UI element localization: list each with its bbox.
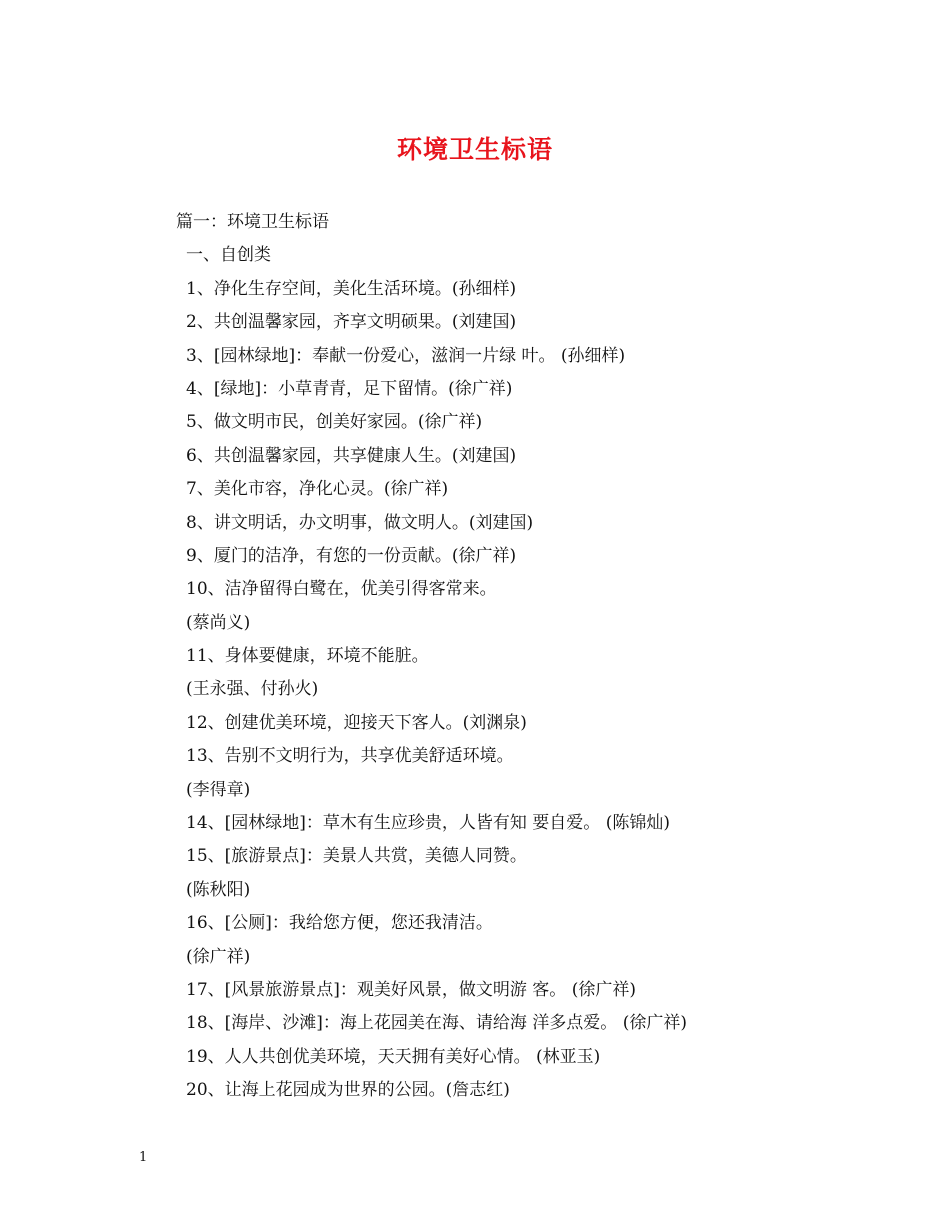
- slogan-line: 13、告别不文明行为，共享优美舒适环境。: [186, 746, 514, 767]
- slogan-line: 20、让海上花园成为世界的公园。(詹志红): [186, 1080, 510, 1101]
- document-body: [176, 206, 876, 1108]
- section-heading: 篇一：环境卫生标语: [176, 212, 329, 232]
- slogan-line: (徐广祥): [186, 946, 251, 967]
- slogan-line: 10、洁净留得白鹭在，优美引得客常来。: [186, 579, 497, 600]
- slogan-line: 7、美化市容，净化心灵。(徐广祥): [186, 479, 449, 500]
- slogan-line: 15、[旅游景点]：美景人共赏，美德人同赞。: [186, 846, 527, 867]
- slogan-line: (陈秋阳): [186, 879, 251, 900]
- slogan-line: 12、创建优美环境，迎接天下客人。(刘渊泉): [186, 712, 527, 733]
- page-number: 1: [139, 1150, 148, 1165]
- slogan-line: (李得章): [186, 779, 251, 800]
- slogan-line: 4、[绿地]：小草青青，足下留情。(徐广祥): [186, 378, 513, 399]
- document-title: 环境卫生标语: [396, 135, 553, 164]
- slogan-line: (王永强、付孙火): [186, 679, 319, 700]
- slogan-line: 19、人人共创优美环境，天天拥有美好心情。 (林亚玉): [186, 1046, 601, 1067]
- slogan-line: 1、净化生存空间，美化生活环境。(孙细样): [186, 278, 517, 299]
- slogan-line: 5、做文明市民，创美好家园。(徐广祥): [186, 412, 483, 433]
- slogan-list: [176, 239, 876, 1107]
- slogan-line: 17、[风景旅游景点]：观美好风景，做文明游 客。 (徐广祥): [186, 979, 636, 1000]
- slogan-line: 3、[园林绿地]：奉献一份爱心，滋润一片绿 叶。 (孙细样): [186, 345, 626, 366]
- slogan-line: 2、共创温馨家园，齐享文明硕果。(刘建国): [186, 312, 517, 333]
- slogan-line: 6、共创温馨家园，共享健康人生。(刘建国): [186, 445, 517, 466]
- subsection-heading: 一、自创类: [186, 245, 271, 266]
- slogan-line: 16、[公厕]：我给您方便，您还我清洁。: [186, 913, 493, 934]
- slogan-line: 8、讲文明话，办文明事，做文明人。(刘建国): [186, 512, 534, 533]
- slogan-line: (蔡尚义): [186, 612, 251, 633]
- slogan-line: 9、厦门的洁净，有您的一份贡献。(徐广祥): [186, 545, 517, 566]
- slogan-line: 11、身体要健康，环境不能脏。: [186, 646, 429, 667]
- slogan-line: 14、[园林绿地]：草木有生应珍贵，人皆有知 要自爱。 (陈锦灿): [186, 813, 670, 834]
- slogan-line: 18、[海岸、沙滩]：海上花园美在海、请给海 洋多点爱。 (徐广祥): [186, 1013, 687, 1034]
